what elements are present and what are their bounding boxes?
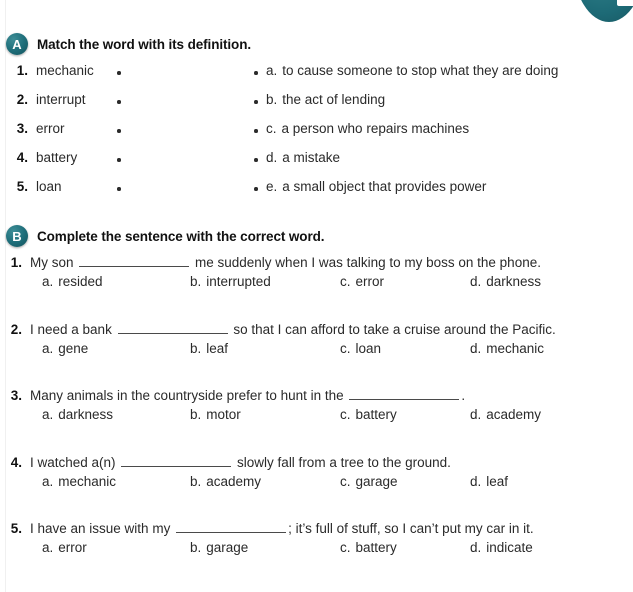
definition-item-e[interactable] <box>266 179 486 194</box>
question-3-option-d-letter: d. <box>470 407 482 422</box>
question-3 <box>0 388 633 427</box>
question-2-option-c[interactable] <box>340 341 381 356</box>
question-5-number: 5. <box>10 521 22 536</box>
question-1 <box>0 255 633 294</box>
question-2-option-b-letter: b. <box>190 341 202 356</box>
match-connector-dot-left-1[interactable] <box>117 71 121 75</box>
question-2-option-a-text: gene <box>58 341 89 356</box>
definition-item-a[interactable] <box>266 63 558 78</box>
match-item-1[interactable] <box>8 63 94 78</box>
question-2-option-b-text: leaf <box>206 341 229 356</box>
question-4-option-d-letter: d. <box>470 474 482 489</box>
question-5-option-a-letter: a. <box>42 540 54 555</box>
match-connector-dot-left-3[interactable] <box>117 129 121 133</box>
question-4-option-a-letter: a. <box>42 474 54 489</box>
question-5-text-before: I have an issue with my <box>30 521 175 536</box>
question-3-blank-input[interactable] <box>349 388 459 400</box>
match-item-4[interactable] <box>8 150 77 165</box>
question-1-option-a-letter: a. <box>42 274 54 289</box>
question-4 <box>0 455 633 494</box>
match-connector-dot-right-c[interactable] <box>254 129 258 133</box>
definition-item-d[interactable] <box>266 150 340 165</box>
match-number-2: 2. <box>16 92 28 107</box>
question-5-option-d[interactable] <box>470 540 533 555</box>
question-1-option-d-letter: d. <box>470 274 482 289</box>
question-5-option-d-text: indicate <box>486 540 533 555</box>
question-5-option-a-text: error <box>58 540 87 555</box>
question-3-sentence <box>0 388 633 403</box>
question-2-option-b[interactable] <box>190 341 228 356</box>
question-1-option-c-text: error <box>355 274 385 289</box>
definition-item-b[interactable] <box>266 92 385 107</box>
question-3-option-a-text: darkness <box>58 407 114 422</box>
question-5 <box>0 521 633 560</box>
question-5-option-c[interactable] <box>340 540 397 555</box>
question-1-number: 1. <box>10 255 22 270</box>
question-2-option-d-text: mechanic <box>486 341 545 356</box>
match-word-1: mechanic <box>36 63 94 78</box>
question-2-number: 2. <box>10 322 22 337</box>
question-3-option-d[interactable] <box>470 407 541 422</box>
question-4-number: 4. <box>10 455 22 470</box>
question-5-option-c-letter: c. <box>340 540 351 555</box>
question-1-sentence <box>0 255 633 270</box>
corner-decoration-icon <box>573 0 633 22</box>
match-number-3: 3. <box>16 121 28 136</box>
match-number-5: 5. <box>16 179 28 194</box>
question-1-text-after: me suddenly when I was talking to my boss on the phone. <box>191 255 541 270</box>
question-5-option-b-text: garage <box>206 540 249 555</box>
question-5-option-c-text: battery <box>355 540 397 555</box>
definition-letter-c: c. <box>266 121 277 136</box>
match-word-5: loan <box>36 179 62 194</box>
question-5-options <box>0 540 633 560</box>
question-3-option-c-letter: c. <box>340 407 351 422</box>
definition-letter-e: e. <box>266 179 278 194</box>
match-word-3: error <box>36 121 65 136</box>
question-2-sentence <box>0 322 633 337</box>
match-word-2: interrupt <box>36 92 86 107</box>
question-3-option-b-text: motor <box>206 407 241 422</box>
match-item-5[interactable] <box>8 179 62 194</box>
question-1-option-a-text: resided <box>58 274 103 289</box>
question-4-option-d[interactable] <box>470 474 508 489</box>
question-4-blank-input[interactable] <box>121 455 231 467</box>
question-1-text-before: My son <box>30 255 78 270</box>
match-connector-dot-left-5[interactable] <box>117 187 121 191</box>
definition-letter-a: a. <box>266 63 278 78</box>
question-2-blank-input[interactable] <box>118 322 228 334</box>
definition-letter-d: d. <box>266 150 278 165</box>
definition-text-e: a small object that provides power <box>282 179 487 194</box>
question-4-option-b-text: academy <box>206 474 262 489</box>
match-item-2[interactable] <box>8 92 86 107</box>
question-1-option-a[interactable] <box>42 274 103 289</box>
match-connector-dot-right-e[interactable] <box>254 187 258 191</box>
match-connector-dot-left-4[interactable] <box>117 158 121 162</box>
question-1-option-b-text: interrupted <box>206 274 271 289</box>
question-2-option-a[interactable] <box>42 341 88 356</box>
definition-text-d: a mistake <box>282 150 341 165</box>
match-connector-dot-right-b[interactable] <box>254 100 258 104</box>
question-2 <box>0 322 633 361</box>
match-connector-dot-right-a[interactable] <box>254 71 258 75</box>
question-4-option-c-text: garage <box>355 474 398 489</box>
question-1-options <box>0 274 633 294</box>
match-item-3[interactable] <box>8 121 65 136</box>
question-1-blank-input[interactable] <box>79 255 189 267</box>
question-3-option-a-letter: a. <box>42 407 54 422</box>
question-2-options <box>0 341 633 361</box>
section-a-heading <box>6 33 251 55</box>
question-5-option-d-letter: d. <box>470 540 482 555</box>
question-1-option-b[interactable] <box>190 274 271 289</box>
question-4-option-c[interactable] <box>340 474 398 489</box>
match-connector-dot-right-d[interactable] <box>254 158 258 162</box>
question-4-option-b[interactable] <box>190 474 261 489</box>
question-4-option-c-letter: c. <box>340 474 351 489</box>
definition-text-a: to cause someone to stop what they are doing <box>282 63 559 78</box>
match-number-1: 1. <box>16 63 28 78</box>
match-connector-dot-left-2[interactable] <box>117 100 121 104</box>
question-5-sentence <box>0 521 633 536</box>
match-word-4: battery <box>36 150 78 165</box>
question-2-option-c-letter: c. <box>340 341 351 356</box>
question-3-text-before: Many animals in the countryside prefer to hunt in the <box>30 388 348 403</box>
section-b-heading <box>6 225 324 247</box>
definition-item-c[interactable] <box>266 121 469 136</box>
question-4-option-a[interactable] <box>42 474 116 489</box>
page-margin-rule <box>5 0 6 592</box>
question-4-text-after: slowly fall from a tree to the ground. <box>233 455 451 470</box>
question-1-option-c-letter: c. <box>340 274 351 289</box>
question-4-option-a-text: mechanic <box>58 474 117 489</box>
question-2-option-d-letter: d. <box>470 341 482 356</box>
question-5-text-after: ; it’s full of stuff, so I can’t put my car in it. <box>288 521 534 536</box>
question-4-text-before: I watched a(n) <box>30 455 120 470</box>
question-3-number: 3. <box>10 388 22 403</box>
question-3-option-c[interactable] <box>340 407 397 422</box>
question-5-blank-input[interactable] <box>176 521 286 533</box>
question-3-option-c-text: battery <box>355 407 397 422</box>
match-number-4: 4. <box>16 150 28 165</box>
definition-text-c: a person who repairs machines <box>281 121 470 136</box>
definition-text-b: the act of lending <box>282 92 386 107</box>
question-4-option-b-letter: b. <box>190 474 202 489</box>
section-a-title: Match the word with its definition. <box>37 36 251 52</box>
question-4-sentence <box>0 455 633 470</box>
question-4-options <box>0 474 633 494</box>
question-3-text-after: . <box>461 388 466 403</box>
question-4-option-d-text: leaf <box>486 474 509 489</box>
question-1-option-c[interactable] <box>340 274 384 289</box>
question-3-option-b[interactable] <box>190 407 241 422</box>
question-3-option-b-letter: b. <box>190 407 202 422</box>
question-2-text-before: I need a bank <box>30 322 116 337</box>
question-5-option-a[interactable] <box>42 540 87 555</box>
question-1-option-d[interactable] <box>470 274 541 289</box>
question-5-option-b[interactable] <box>190 540 248 555</box>
definition-letter-b: b. <box>266 92 278 107</box>
question-5-option-b-letter: b. <box>190 540 202 555</box>
question-3-option-a[interactable] <box>42 407 113 422</box>
section-b-badge: B <box>6 225 28 247</box>
section-b-title: Complete the sentence with the correct word. <box>37 228 325 244</box>
question-1-option-d-text: darkness <box>486 274 542 289</box>
section-a-badge: A <box>6 33 28 55</box>
question-2-option-a-letter: a. <box>42 341 54 356</box>
question-1-option-b-letter: b. <box>190 274 202 289</box>
question-2-text-after: so that I can afford to take a cruise around the Pacific. <box>229 322 556 337</box>
question-2-option-d[interactable] <box>470 341 544 356</box>
question-3-option-d-text: academy <box>486 407 542 422</box>
question-2-option-c-text: loan <box>355 341 382 356</box>
question-3-options <box>0 407 633 427</box>
